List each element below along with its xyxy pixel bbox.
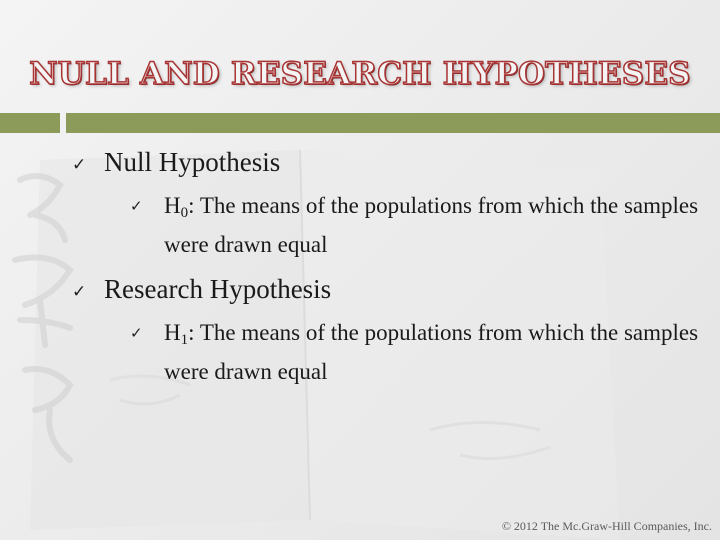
- hypothesis-symbol: H: [164, 320, 181, 345]
- accent-bar-right: [66, 113, 720, 133]
- sub-bullet-list: [130, 190, 702, 261]
- hypothesis-subscript: 0: [180, 205, 189, 221]
- checkmark-icon: ✓: [72, 155, 87, 175]
- checkmark-icon: ✓: [130, 197, 143, 215]
- sub-bullet-text: : The means of the populations from which the samples were drawn equal: [164, 320, 699, 384]
- bullet-null-hypothesis: [72, 142, 702, 261]
- bullet-list: [72, 140, 702, 396]
- checkmark-icon: ✓: [130, 324, 143, 342]
- checkmark-icon: ✓: [72, 282, 87, 302]
- copyright-footer: © 2012 The Mc.Graw-Hill Companies, Inc.: [501, 519, 712, 533]
- bullet-text: Null Hypothesis: [104, 147, 281, 177]
- accent-bar-left: [0, 113, 60, 133]
- bullet-text: Research Hypothesis: [104, 274, 332, 304]
- sub-bullet-list: [130, 317, 702, 388]
- hypothesis-symbol: H: [164, 193, 181, 218]
- sub-bullet-h0: [130, 190, 702, 261]
- hypothesis-subscript: 1: [180, 332, 189, 348]
- bullet-research-hypothesis: [72, 269, 702, 388]
- sub-bullet-h1: [130, 317, 702, 388]
- sub-bullet-text: : The means of the populations from which the samples were drawn equal: [164, 193, 699, 257]
- slide-title: NULL AND RESEARCH HYPOTHESES: [29, 56, 691, 92]
